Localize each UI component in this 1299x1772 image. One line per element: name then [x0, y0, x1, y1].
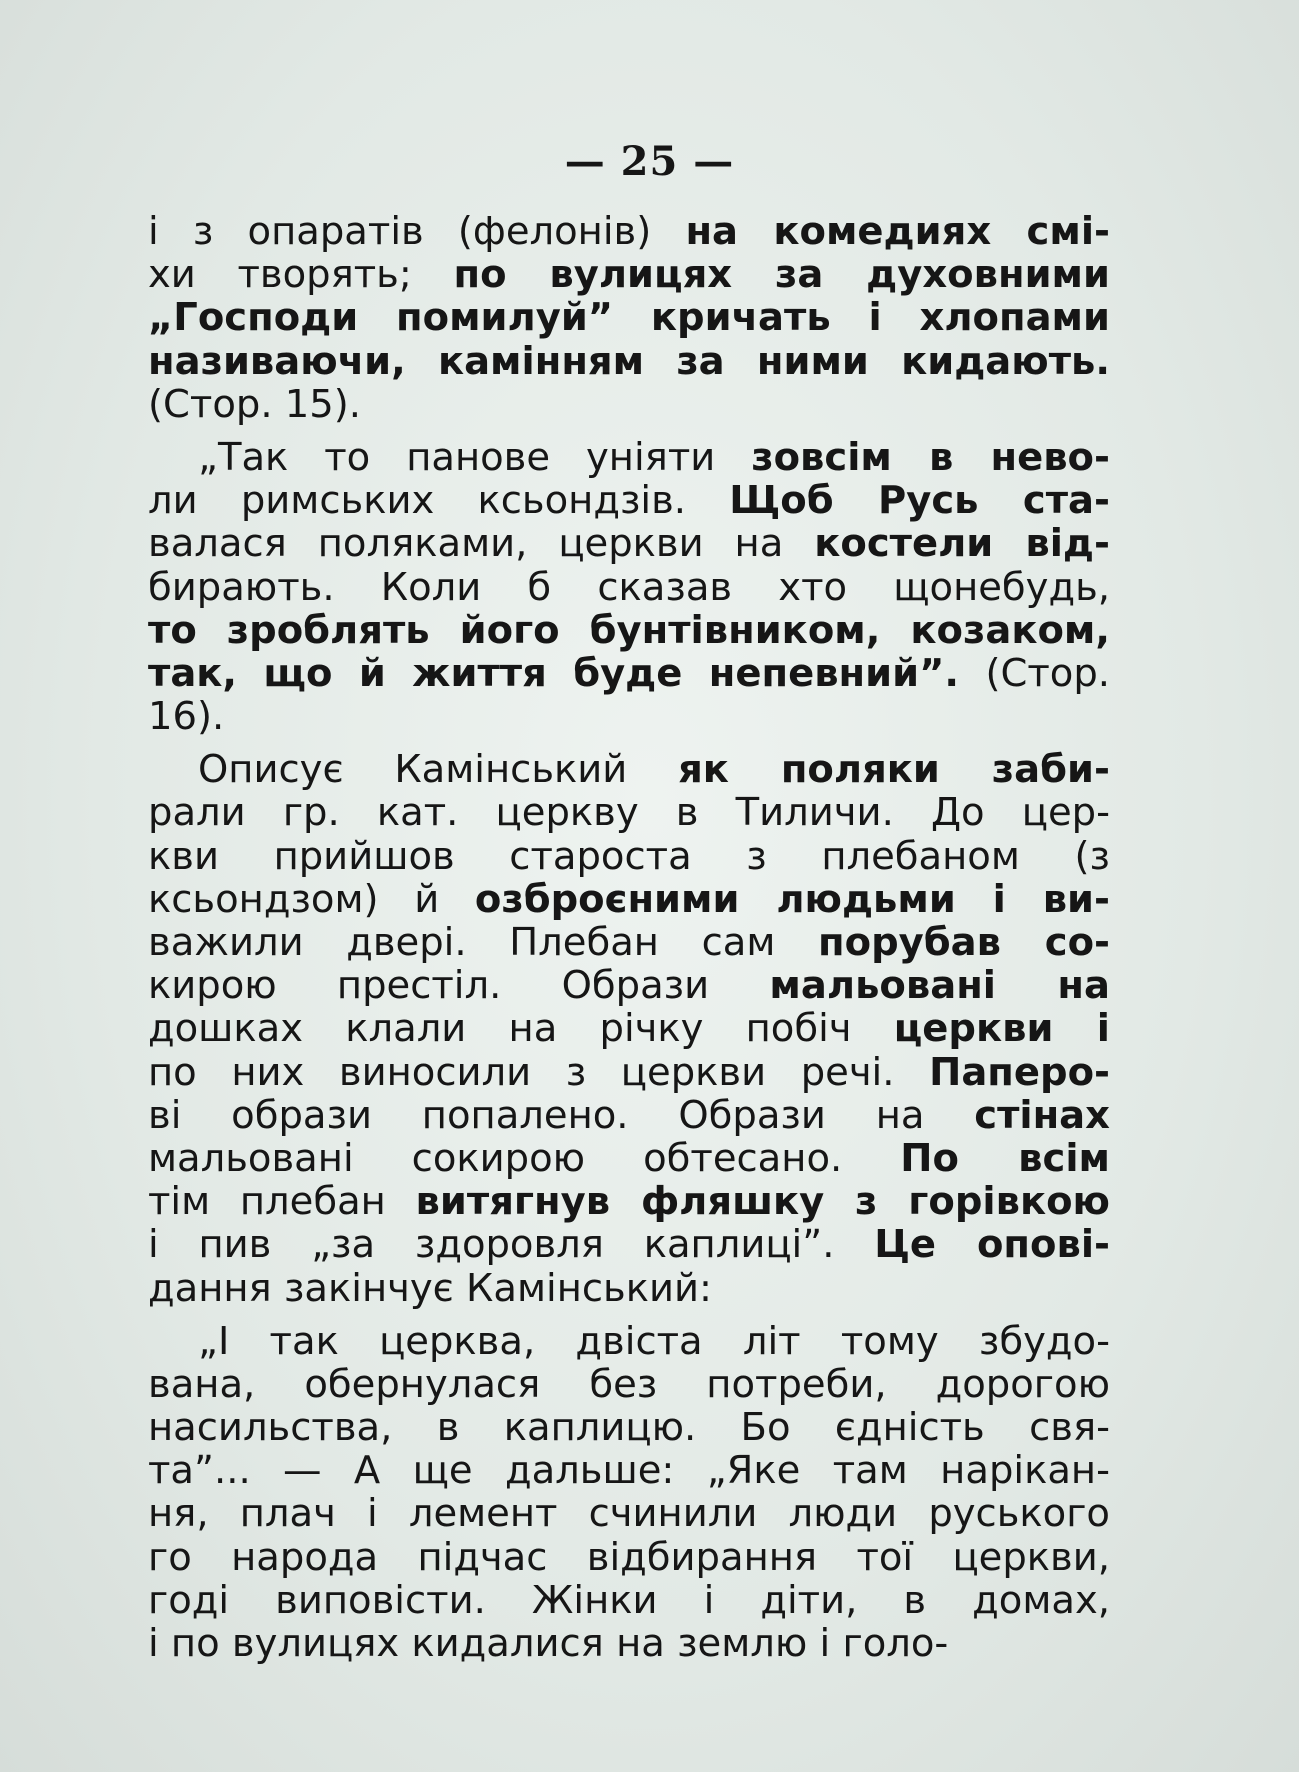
- regular-text: 16).: [148, 694, 225, 740]
- regular-text: і пив „за здоровля каплиці”.: [148, 1222, 875, 1268]
- bold-text: церкви і: [893, 1006, 1110, 1052]
- text-line: [148, 566, 1110, 609]
- text-line: [148, 1406, 1110, 1449]
- regular-text: годі виповісти. Жінки і діти, в домах,: [148, 1577, 1110, 1623]
- text-line: [148, 921, 1110, 964]
- regular-text: насильства, в каплицю. Бо єдність свя-: [148, 1405, 1110, 1451]
- text-line: [148, 1223, 1110, 1266]
- page-number: — 25 —: [564, 138, 735, 185]
- text-line: [148, 1363, 1110, 1406]
- regular-text: (Стор.: [985, 650, 1110, 696]
- regular-text: по них виносили з церкви речі.: [148, 1049, 930, 1095]
- regular-text: ксьондзом) й: [148, 876, 475, 922]
- text-line: [148, 1180, 1110, 1223]
- regular-text: вана, обернулася без потреби, дорогою: [148, 1361, 1110, 1407]
- bold-text: витягнув фляшку з горівкою: [415, 1179, 1110, 1225]
- text-line: [148, 695, 1110, 738]
- regular-text: мальовані сокирою обтесано.: [148, 1135, 901, 1181]
- bold-text: зовсім в нево-: [751, 434, 1110, 480]
- text-line: [148, 1492, 1110, 1535]
- bold-text: порубав со-: [818, 920, 1110, 965]
- text-line: [148, 609, 1110, 652]
- bold-text: Це опові-: [874, 1222, 1110, 1268]
- bold-text: озброєними людьми і ви-: [474, 876, 1111, 922]
- body-text: [148, 210, 1110, 1665]
- bold-text: мальовані на: [769, 963, 1110, 1009]
- regular-text: і з опаратів (фелонів): [148, 209, 686, 254]
- text-line: [148, 296, 1110, 339]
- regular-text: Описує Камінський: [198, 747, 679, 793]
- text-line: [148, 652, 1110, 695]
- regular-text: важили двері. Плебан сам: [148, 920, 819, 965]
- regular-text: валася поляками, церкви на: [148, 521, 815, 567]
- regular-text: (Стор. 15).: [148, 381, 362, 427]
- text-line: [148, 383, 1110, 426]
- regular-text: тім плебан: [148, 1179, 416, 1225]
- bold-text: як поляки заби-: [678, 747, 1110, 793]
- regular-text: хи творять;: [148, 252, 454, 298]
- regular-text: дошках клали на річку побіч: [148, 1006, 894, 1052]
- text-line: [148, 791, 1110, 834]
- text-line: [148, 479, 1110, 522]
- regular-text: дання закінчує Камінський:: [148, 1265, 713, 1311]
- text-line: [148, 748, 1110, 791]
- regular-text: „Так то панове уніяти: [198, 434, 752, 480]
- text-line: [148, 835, 1110, 878]
- bold-text: „Господи помилуй” кричать і хлопами: [148, 295, 1110, 341]
- text-line: [148, 253, 1110, 296]
- bold-text: Щоб Русь ста-: [729, 478, 1110, 524]
- bold-text: на комедиях смі-: [685, 209, 1110, 254]
- text-line: [148, 1622, 1110, 1665]
- bold-text: то зроблять його бунтівником, козаком,: [148, 607, 1110, 653]
- text-line: [148, 964, 1110, 1007]
- regular-text: і по вулицях кидалися на землю і голо-: [148, 1621, 949, 1666]
- text-line: [148, 1449, 1110, 1492]
- text-line: [148, 1320, 1110, 1363]
- bold-text: так, що й життя буде непевний”.: [148, 650, 986, 696]
- text-line: [148, 1137, 1110, 1180]
- bold-text: костели від-: [814, 521, 1111, 567]
- text-line: [148, 1007, 1110, 1050]
- regular-text: кви прийшов староста з плебаном (з: [148, 833, 1110, 879]
- regular-text: кирою престіл. Образи: [148, 963, 770, 1009]
- text-line: [148, 522, 1110, 565]
- regular-text: го народа підчас відбирання тої церкви,: [148, 1534, 1110, 1580]
- text-line: [148, 878, 1110, 921]
- text-line: [148, 1094, 1110, 1137]
- paragraph: [148, 1320, 1110, 1666]
- bold-text: По всім: [900, 1135, 1110, 1181]
- bold-text: стінах: [974, 1092, 1110, 1138]
- regular-text: бирають. Коли б сказав хто щонебудь,: [148, 564, 1110, 610]
- bold-text: називаючи, камінням за ними кидають.: [148, 338, 1110, 384]
- text-line: [148, 436, 1110, 479]
- text-line: [148, 1536, 1110, 1579]
- text-line: [148, 1267, 1110, 1310]
- regular-text: ві образи попалено. Образи на: [148, 1092, 975, 1138]
- text-line: [148, 340, 1110, 383]
- regular-text: ли римських ксьондзів.: [148, 478, 730, 524]
- paragraph: [148, 210, 1110, 426]
- regular-text: та”... — А ще дальше: „Яке там нарікан-: [148, 1448, 1110, 1494]
- regular-text: „І так церква, двіста літ тому збудо-: [198, 1318, 1110, 1364]
- regular-text: рали гр. кат. церкву в Тиличи. До цер-: [148, 790, 1110, 836]
- paragraph: [148, 436, 1110, 738]
- bold-text: по вулицях за духовними: [453, 252, 1111, 298]
- text-line: [148, 1579, 1110, 1622]
- regular-text: ня, плач і лемент счинили люди руського: [148, 1491, 1110, 1537]
- text-line: [148, 1051, 1110, 1094]
- text-line: [148, 210, 1110, 253]
- bold-text: Паперо-: [929, 1049, 1110, 1095]
- paragraph: [148, 748, 1110, 1309]
